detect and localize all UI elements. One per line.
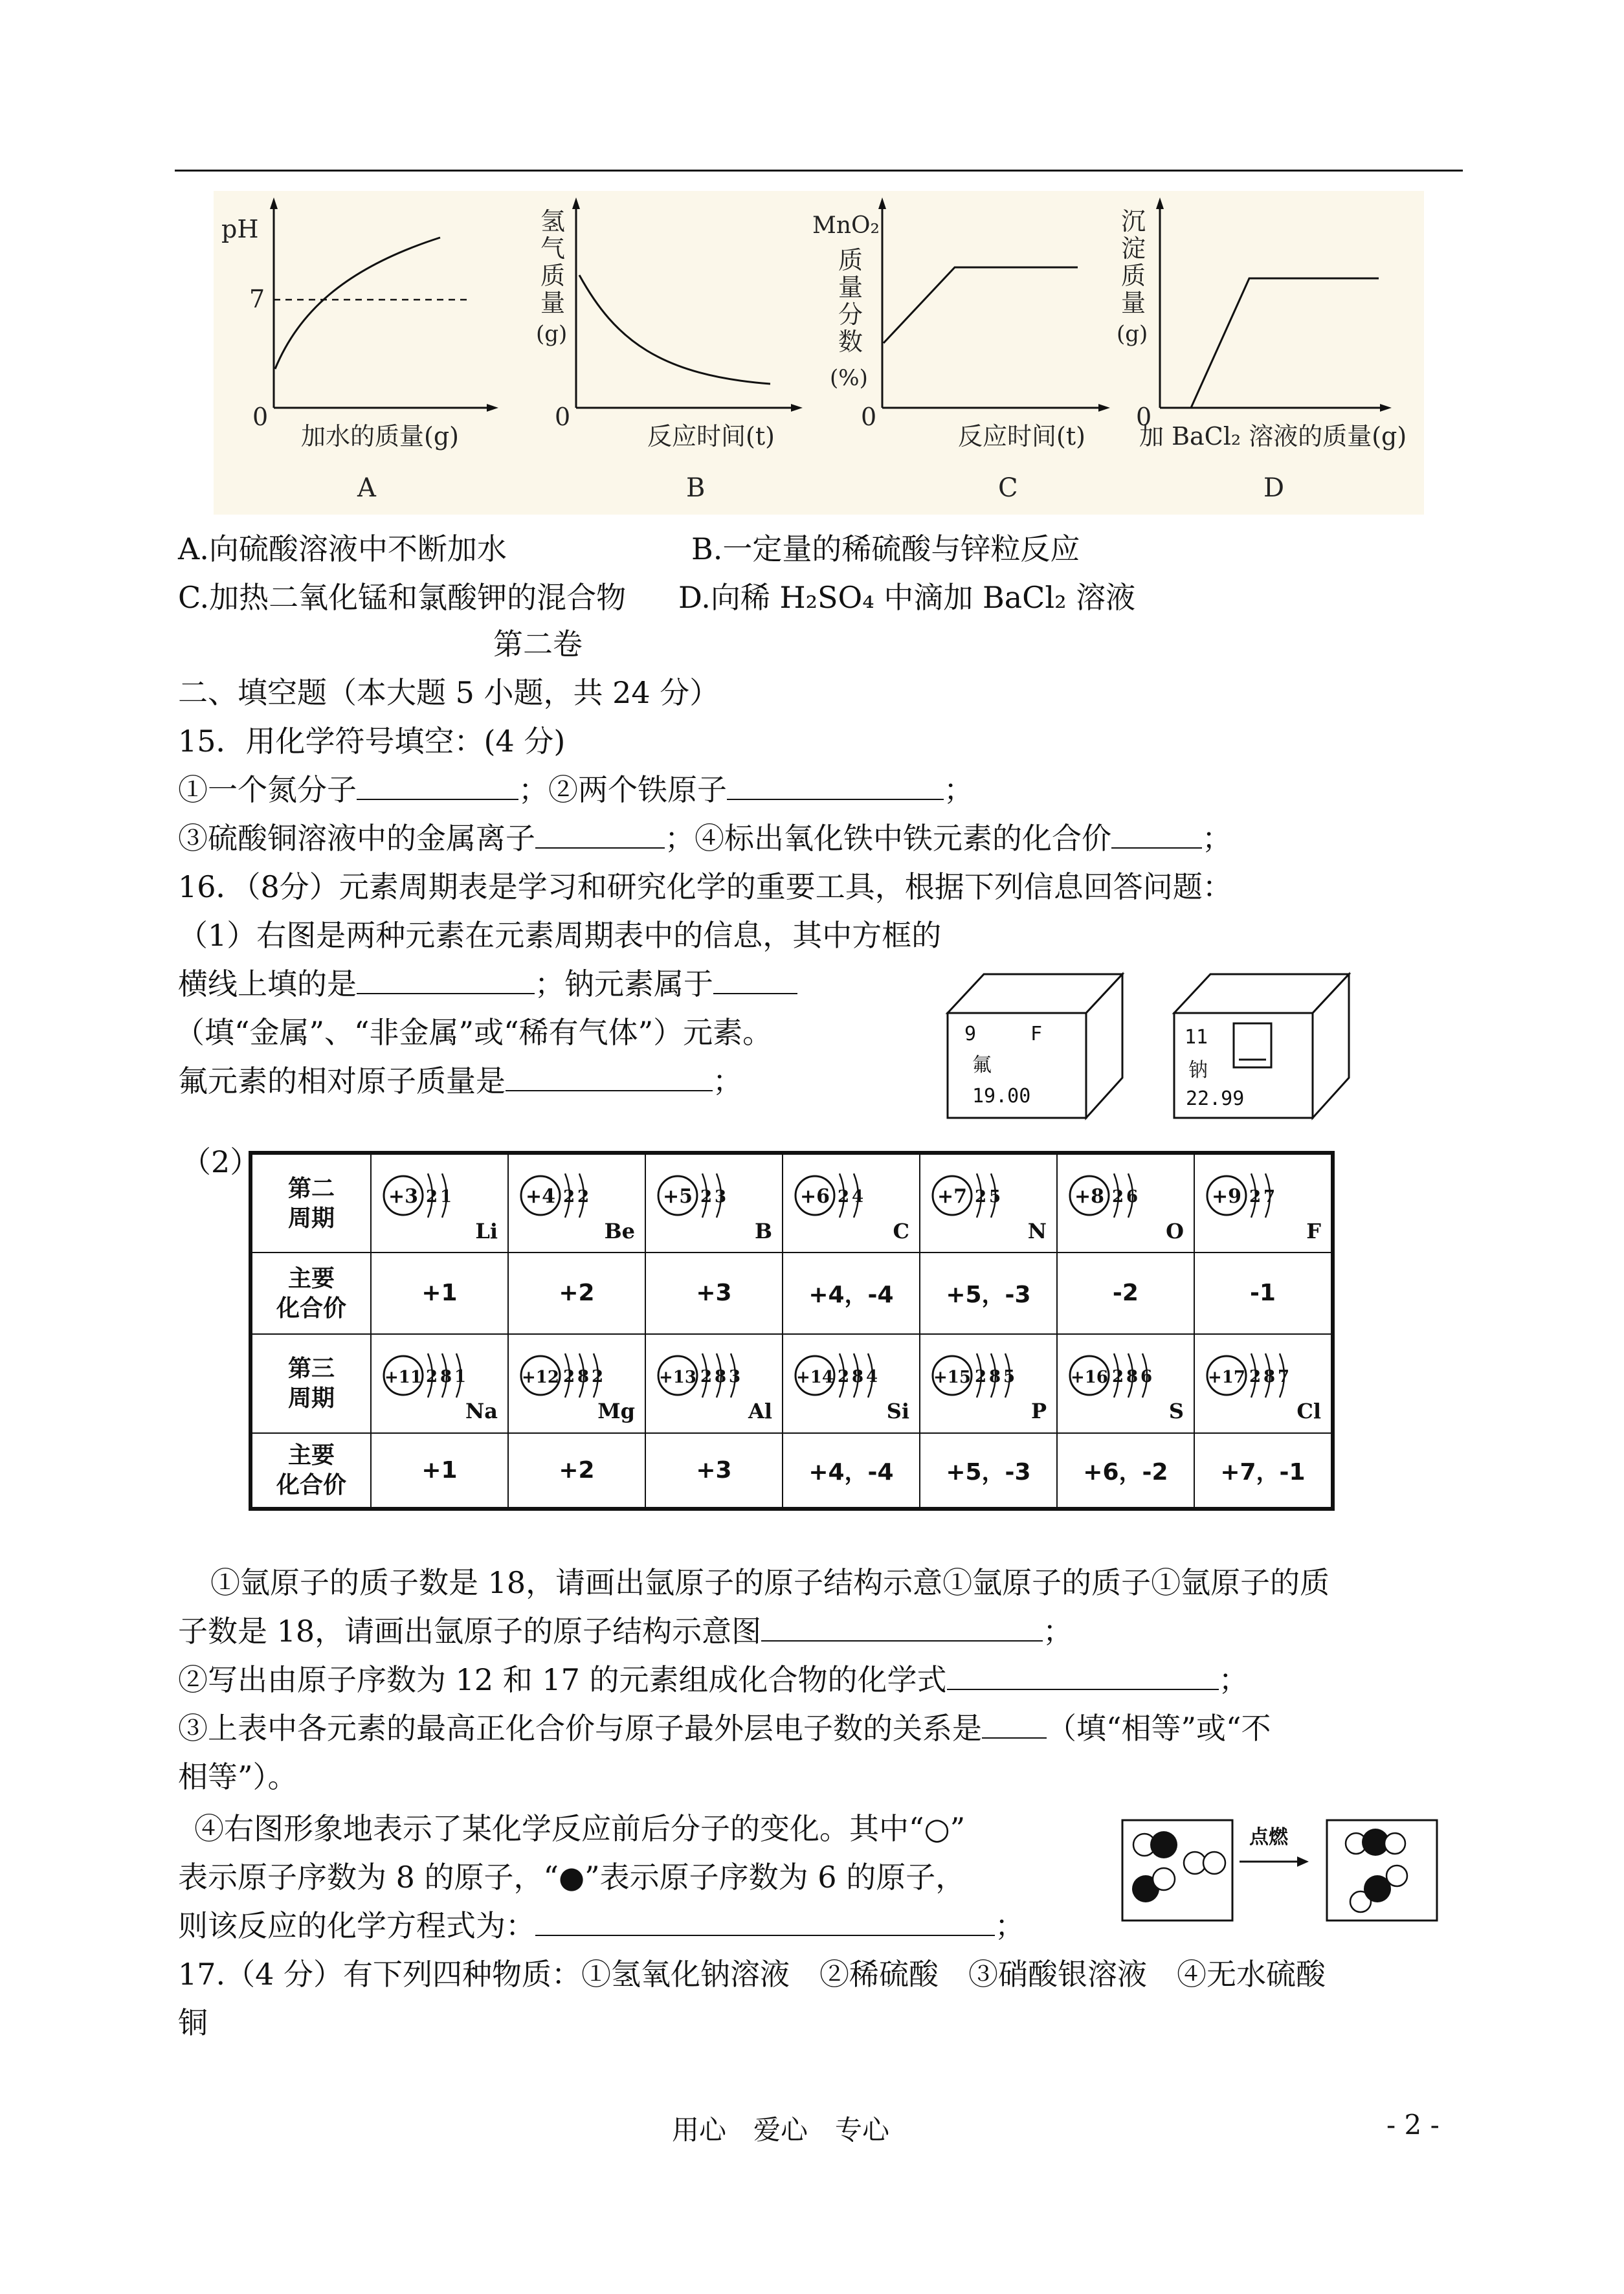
electron-count: 8 (988, 1366, 1001, 1386)
q16-s4-line2: 表示原子序数为 8 的原子，“●”表示原子序数为 6 的原子， (178, 1860, 966, 1895)
electron-count: 4 (851, 1186, 863, 1207)
q15-line1-a: ①一个氮分子 (178, 772, 357, 807)
atom-c (783, 1153, 920, 1253)
nucleus-charge: +17 (1207, 1367, 1245, 1387)
option-d: D.向稀 H₂SO₄ 中滴加 BaCl₂ 溶液 (678, 580, 1136, 615)
valence-p: +5，-3 (920, 1433, 1057, 1509)
atom-b (645, 1153, 783, 1253)
valence-b: +3 (645, 1253, 783, 1333)
electron-count: 8 (439, 1366, 452, 1386)
atom-diagram (649, 1155, 779, 1246)
card-f-number: 9 (964, 1023, 977, 1045)
atom-diagram (786, 1155, 916, 1246)
graph-c-ylabel-4: 数 (838, 328, 863, 356)
atom-diagram (1061, 1155, 1190, 1246)
q15-line2-a: ③硫酸铜溶液中的金属离子 (178, 821, 535, 856)
q16-s4-line3 (178, 1906, 1025, 1945)
element-symbol: Al (748, 1398, 772, 1423)
electron-count: 2 (837, 1186, 849, 1207)
atom-diagram (786, 1335, 916, 1426)
nucleus-charge: +9 (1211, 1185, 1241, 1208)
graph-a-tick: 7 (249, 285, 265, 313)
valence-f: -1 (1194, 1253, 1333, 1333)
q16-p1-line3: （填“金属”、“非金属”或“稀有气体”）元素。 (175, 1015, 773, 1050)
reaction-condition: 点燃 (1249, 1826, 1288, 1849)
q16-s4-line3-a: 则该反应的化学方程式为： (178, 1908, 535, 1943)
nucleus-charge: +11 (384, 1367, 422, 1387)
q16-s3-line2: 相等”）。 (178, 1759, 298, 1794)
q16-p1-line2-a: 横线上填的是 (178, 966, 357, 1001)
q16-stem: 16．（8分）元素周期表是学习和研究化学的重要工具，根据下列信息回答问题： (178, 869, 1232, 904)
atom-diagram (1198, 1335, 1328, 1426)
electron-count: 4 (865, 1366, 878, 1386)
atom-na (371, 1334, 508, 1433)
element-symbol: Mg (597, 1398, 635, 1423)
nucleus-charge: +8 (1074, 1185, 1104, 1208)
graph-a-origin: 0 (252, 403, 269, 431)
table-row-period2 (250, 1153, 1333, 1253)
graph-a-letter: A (357, 473, 376, 503)
table-row-period3 (250, 1334, 1333, 1433)
card-f-symbol: F (1030, 1023, 1043, 1045)
section-heading: 二、填空题（本大题 5 小题，共 24 分） (178, 675, 720, 710)
answer-blank-fe[interactable] (727, 770, 944, 800)
electron-count: 2 (591, 1366, 604, 1386)
q16-s2-a: ②写出由原子序数为 12 和 17 的元素组成化合物的化学式 (178, 1662, 947, 1697)
graph-d-ylabel-3: 质 (1121, 262, 1146, 290)
footer-motto: 用心 爱心 专心 (672, 2114, 890, 2146)
graph-c-ylabel-2: 量 (838, 273, 863, 302)
element-symbol: C (893, 1218, 909, 1243)
header-rule (175, 170, 1463, 172)
electron-count: 2 (1111, 1186, 1124, 1207)
nucleus-charge: +16 (1070, 1367, 1108, 1387)
graph-b-ylabel-1: 氢 (540, 207, 566, 236)
element-symbol: O (1166, 1218, 1184, 1243)
graph-c-origin: 0 (861, 403, 877, 431)
electron-count: 1 (439, 1186, 452, 1207)
page-number: - 2 - (1386, 2109, 1440, 2141)
electron-count: 2 (700, 1366, 712, 1386)
graph-c-letter: C (998, 473, 1018, 503)
graph-d-xlabel: 加 BaCl₂ 溶液的质量(g) (1139, 422, 1407, 451)
q16-s3-b: （填“相等”或“不 (1047, 1711, 1271, 1746)
atom-diagram (375, 1335, 504, 1426)
graph-c-xlabel: 反应时间(t) (958, 422, 1085, 451)
electron-count: 2 (425, 1366, 438, 1386)
atom-cl (1194, 1334, 1333, 1433)
element-symbol: Cl (1296, 1398, 1321, 1423)
element-symbol: Si (886, 1398, 909, 1423)
q16-s1-line1: ①氩原子的质子数是 18，请画出氩原子的原子结构示意①氩原子的质子①氩原子的质 (210, 1565, 1330, 1600)
electron-count: 8 (714, 1366, 726, 1386)
graph-b-origin: 0 (555, 403, 571, 431)
electron-count: 2 (974, 1186, 986, 1207)
periodic-table (249, 1151, 1335, 1511)
answer-blank-ar-structure[interactable] (761, 1612, 1043, 1642)
q16-s1-line2 (178, 1612, 1073, 1651)
answer-blank-mgcl2[interactable] (947, 1660, 1219, 1690)
graph-d-origin: 0 (1136, 403, 1152, 431)
atom-diagram (649, 1335, 779, 1426)
electron-count: 2 (562, 1366, 575, 1386)
nucleus-charge: +5 (662, 1185, 693, 1208)
valence-s: +6，-2 (1057, 1433, 1194, 1509)
answer-blank-fe-valence[interactable] (1111, 819, 1202, 849)
card-f-name: 氟 (972, 1054, 992, 1076)
element-symbol: S (1168, 1398, 1184, 1423)
element-symbol: B (754, 1218, 772, 1243)
nucleus-charge: +15 (933, 1367, 971, 1387)
nucleus-charge: +4 (525, 1185, 555, 1208)
q16-s2-end: ； (1218, 1662, 1249, 1697)
valence3-header: 主要 化合价 (250, 1433, 371, 1509)
q16-s4-line1: ④右图形象地表示了某化学反应前后分子的变化。其中“○” (194, 1811, 966, 1846)
electron-count: 2 (425, 1186, 438, 1207)
option-a: A.向硫酸溶液中不断加水 (178, 531, 507, 566)
graph-b-ylabel-2: 气 (540, 234, 566, 263)
q15-line2-end: ； (1202, 821, 1232, 856)
answer-blank-f-mass[interactable] (506, 1062, 713, 1091)
option-b: B.一定量的稀硫酸与锌粒反应 (691, 531, 1080, 566)
element-card-na (1172, 968, 1359, 1123)
q16-p1-line2-b: ；钠元素属于 (535, 966, 713, 1001)
card-na-mass: 22.99 (1186, 1087, 1245, 1110)
q16-p1-line4-end: ； (713, 1063, 742, 1098)
period3-header: 第三 周期 (250, 1334, 371, 1433)
atom-diagram (375, 1155, 504, 1246)
graph-d-ylabel-1: 沉 (1121, 207, 1146, 236)
electron-count: 2 (1249, 1366, 1261, 1386)
atom-n (920, 1153, 1057, 1253)
element-symbol: Na (465, 1398, 498, 1423)
period2-header: 第二 周期 (250, 1153, 371, 1253)
answer-blank-symbol[interactable] (357, 964, 535, 994)
graph-c-ylabel-top: MnO₂ (812, 212, 880, 239)
q16-s4-line3-end: ； (995, 1908, 1025, 1943)
answer-blank-n2[interactable] (357, 770, 518, 800)
valence-o: -2 (1057, 1253, 1194, 1333)
electron-count: 3 (714, 1186, 726, 1207)
atom-diagram (924, 1335, 1053, 1426)
q16-p1-line4 (178, 1062, 742, 1100)
electron-count: 2 (562, 1186, 575, 1207)
q16-p1-line2 (178, 964, 797, 1003)
table-row-valence3 (250, 1433, 1333, 1509)
answer-blank-equation[interactable] (535, 1906, 995, 1936)
electron-count: 8 (577, 1366, 590, 1386)
atom-mg (508, 1334, 645, 1433)
q15-line2-b: ；④标出氧化铁中铁元素的化合价 (665, 821, 1111, 856)
atom-be (508, 1153, 645, 1253)
card-f-mass: 19.00 (972, 1085, 1031, 1108)
atom-diagram (512, 1335, 641, 1426)
electron-count: 2 (837, 1366, 849, 1386)
nucleus-charge: +14 (795, 1367, 834, 1387)
q15-line1 (178, 770, 973, 809)
graph-d-ylabel-5: (g) (1117, 321, 1148, 347)
q15-line1-b: ；②两个铁原子 (518, 772, 727, 807)
q16-p1-line1: （1）右图是两种元素在元素周期表中的信息，其中方框的 (178, 918, 942, 953)
q16-p2-label: （2） (181, 1144, 260, 1179)
graph-d-letter: D (1263, 473, 1285, 503)
electron-count: 8 (851, 1366, 863, 1386)
element-symbol: Li (475, 1218, 498, 1243)
element-symbol: F (1306, 1218, 1321, 1243)
atom-al (645, 1334, 783, 1433)
q16-s1-line2-a: 子数是 18，请画出氩原子的原子结构示意图 (178, 1614, 762, 1649)
electron-count: 1 (454, 1366, 467, 1386)
graph-a-xlabel: 加水的质量(g) (301, 422, 459, 451)
atom-diagram (1061, 1335, 1190, 1426)
electron-count: 6 (1140, 1366, 1152, 1386)
graph-b-xlabel: 反应时间(t) (647, 422, 775, 451)
nucleus-charge: +13 (658, 1367, 696, 1387)
option-c: C.加热二氧化锰和氯酸钾的混合物 (178, 580, 627, 615)
electron-count: 7 (1277, 1366, 1289, 1386)
graph-c-ylabel-5: (%) (830, 365, 868, 391)
element-card-f (945, 968, 1133, 1123)
graph-b-ylabel-5: (g) (536, 321, 568, 347)
atom-s (1057, 1334, 1194, 1433)
graph-c-ylabel-1: 质 (838, 246, 863, 274)
answer-blank-relation[interactable] (982, 1709, 1047, 1739)
q16-p1-line4-a: 氟元素的相对原子质量是 (178, 1063, 506, 1098)
answer-blank-cu-ion[interactable] (535, 819, 665, 849)
q16-s2 (178, 1660, 1249, 1699)
card-na-number: 11 (1185, 1026, 1208, 1049)
valence-c: +4，-4 (783, 1253, 920, 1333)
electron-count: 2 (1111, 1366, 1124, 1386)
element-symbol: Be (604, 1218, 635, 1243)
valence-al: +3 (645, 1433, 783, 1509)
graph-c-ylabel-3: 分 (838, 300, 863, 329)
q15-line2 (178, 819, 1232, 858)
electron-count: 7 (1263, 1186, 1275, 1207)
valence-li: +1 (371, 1253, 508, 1333)
atom-diagram (512, 1155, 641, 1246)
atom-diagram (1198, 1155, 1328, 1246)
graph-b-letter: B (686, 473, 706, 503)
nucleus-charge: +6 (799, 1185, 830, 1208)
q15-line1-end: ； (944, 772, 973, 807)
atom-diagram (924, 1155, 1053, 1246)
reaction-diagram (1120, 1811, 1443, 1928)
valence-si: +4，-4 (783, 1433, 920, 1509)
valence-cl: +7，-1 (1194, 1433, 1333, 1509)
atom-p (920, 1334, 1057, 1433)
electron-count: 2 (974, 1366, 986, 1386)
q17-line2: 铜 (178, 2005, 208, 2040)
valence-na: +1 (371, 1433, 508, 1509)
atom-li (371, 1153, 508, 1253)
q16-s3-a: ③上表中各元素的最高正化合价与原子最外层电子数的关系是 (178, 1711, 982, 1746)
graph-d-ylabel-4: 量 (1121, 289, 1146, 317)
q16-s3 (178, 1709, 1271, 1748)
valence-be: +2 (508, 1253, 645, 1333)
valence-n: +5，-3 (920, 1253, 1057, 1333)
card-na-name: 钠 (1188, 1059, 1208, 1082)
valence-mg: +2 (508, 1433, 645, 1509)
nucleus-charge: +12 (521, 1367, 559, 1387)
q17-line1: 17.（4 分）有下列四种物质：①氢氧化钠溶液 ②稀硫酸 ③硝酸银溶液 ④无水硫酸 (178, 1957, 1326, 1992)
element-symbol: P (1030, 1398, 1047, 1423)
atom-o (1057, 1153, 1194, 1253)
electron-count: 8 (1263, 1366, 1275, 1386)
electron-count: 8 (1126, 1366, 1138, 1386)
graph-b-ylabel-3: 质 (540, 262, 566, 290)
graphs-panel (214, 191, 1424, 515)
valence2-header: 主要 化合价 (250, 1253, 371, 1333)
electron-count: 6 (1126, 1186, 1138, 1207)
q16-s1-line2-end: ； (1043, 1614, 1073, 1649)
volume-title: 第二卷 (493, 627, 583, 662)
table-row-valence2 (250, 1253, 1333, 1333)
graph-b-ylabel-4: 量 (540, 289, 566, 317)
answer-blank-na-type[interactable] (713, 964, 797, 994)
electron-count: 2 (700, 1186, 712, 1207)
electron-count: 2 (577, 1186, 590, 1207)
electron-count: 5 (1003, 1366, 1015, 1386)
graph-a-ylabel: pH (221, 215, 259, 243)
atom-f (1194, 1153, 1333, 1253)
atom-si (783, 1334, 920, 1433)
electron-count: 5 (988, 1186, 1001, 1207)
electron-count: 3 (728, 1366, 740, 1386)
graph-d-ylabel-2: 淀 (1121, 234, 1146, 263)
nucleus-charge: +7 (937, 1185, 967, 1208)
q15-stem: 15．用化学符号填空：(4 分) (178, 724, 566, 759)
element-symbol: N (1027, 1218, 1047, 1243)
nucleus-charge: +3 (388, 1185, 418, 1208)
card-na-symbol-box[interactable] (1234, 1023, 1271, 1067)
electron-count: 2 (1249, 1186, 1261, 1207)
